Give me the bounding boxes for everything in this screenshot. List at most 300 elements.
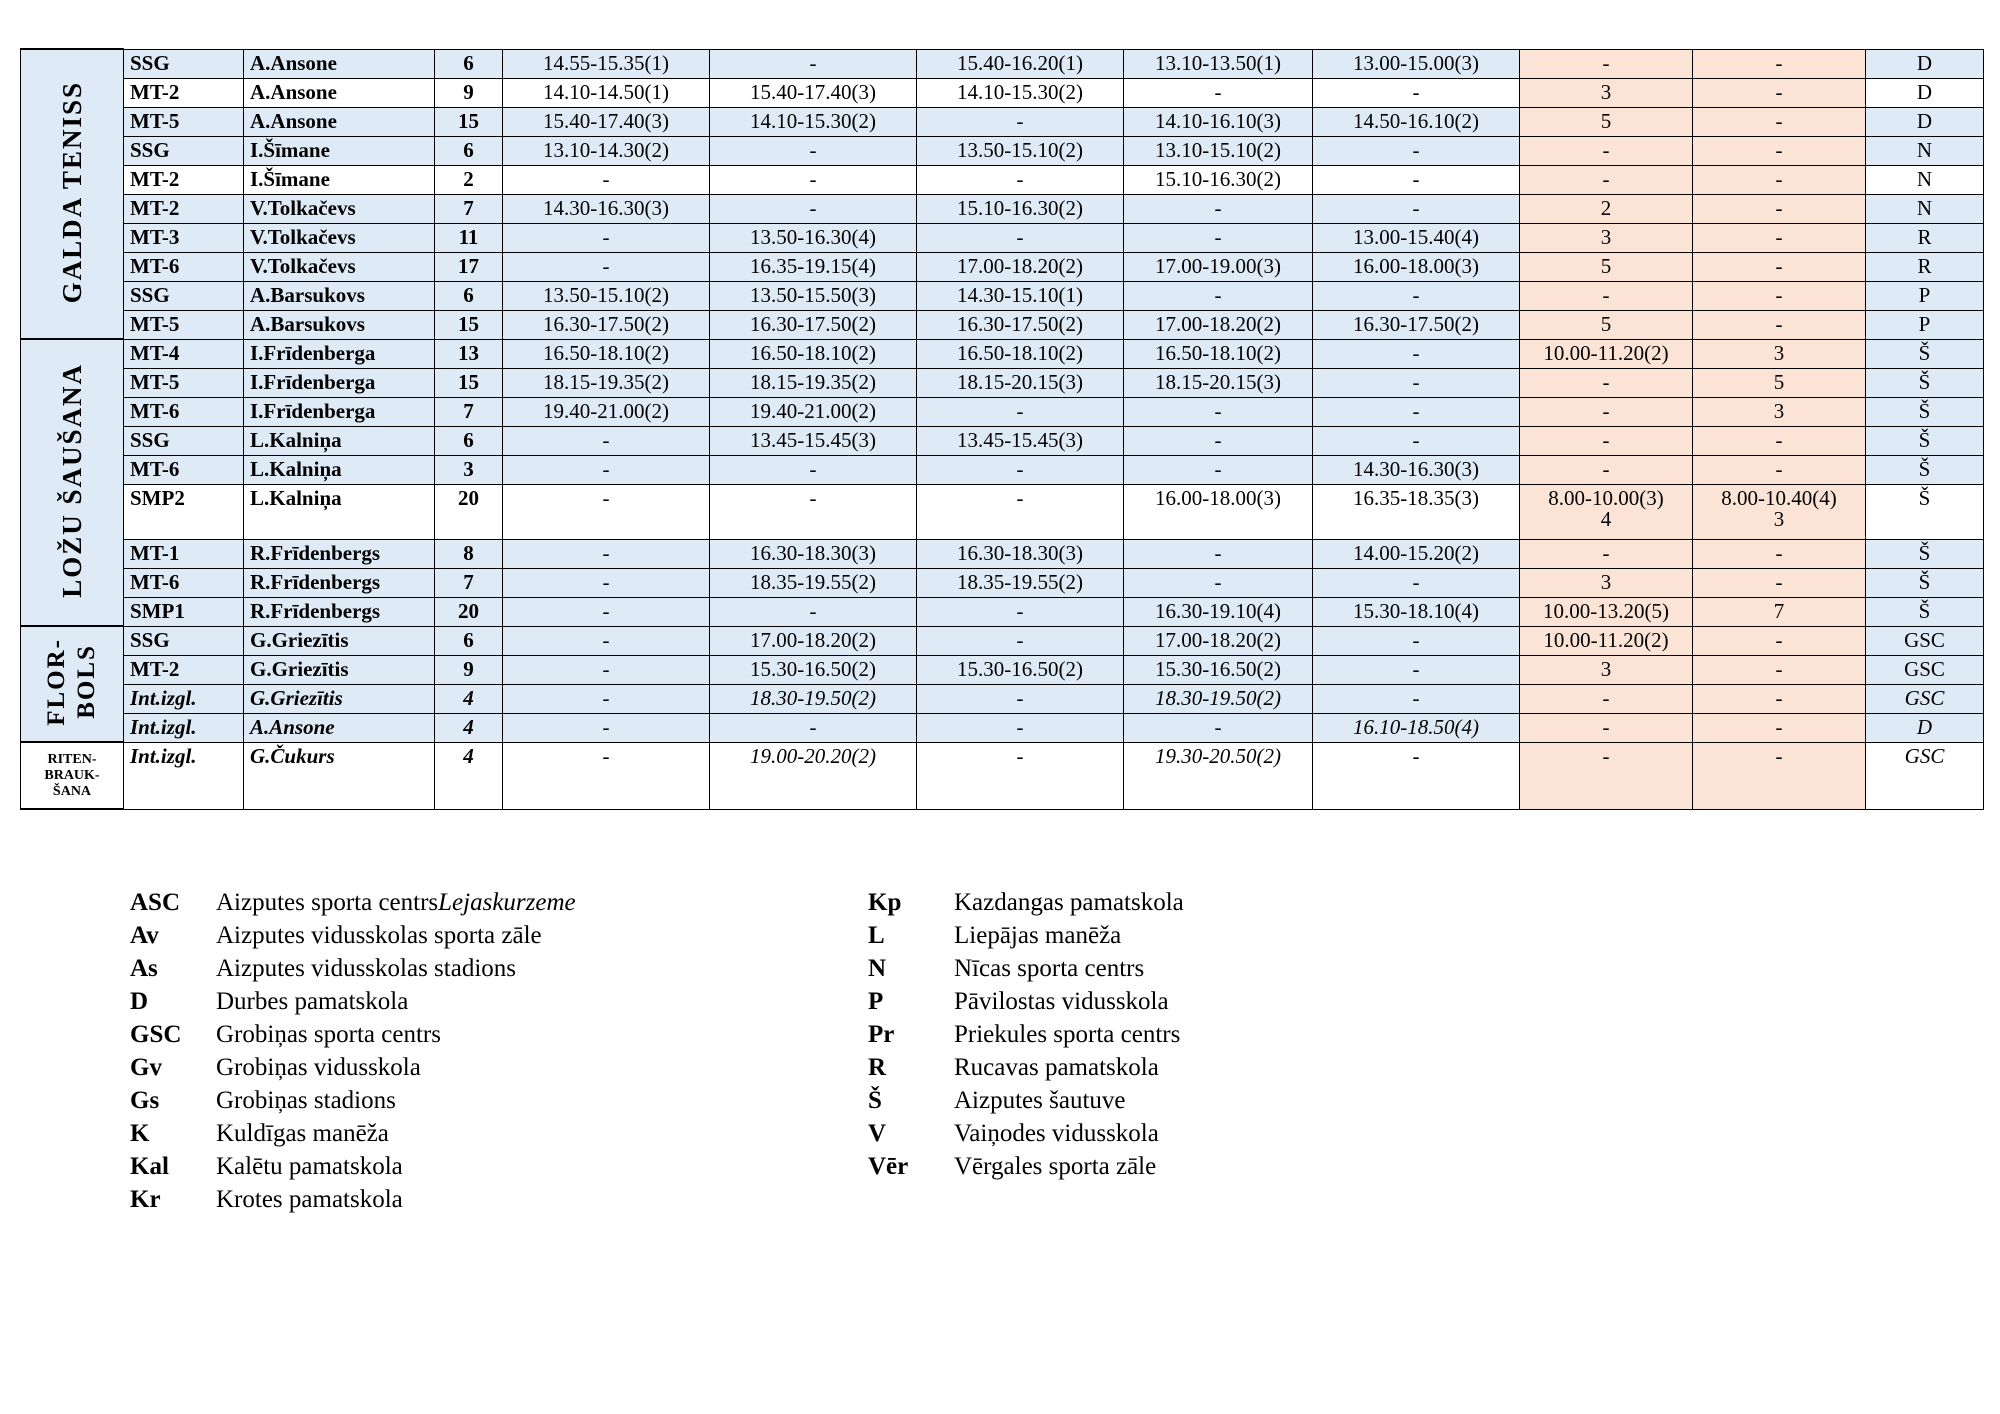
day-cell-tue [710, 684, 917, 713]
day-cell-thu-text: - [1214, 398, 1222, 423]
day-cell-fri [1313, 368, 1520, 397]
coach-cell-text: A.Ansone [250, 79, 337, 104]
day-cell-sun-text: - [1775, 195, 1783, 220]
group-cell [124, 107, 244, 136]
day-cell-fri-text: - [1412, 656, 1420, 681]
count-cell-text: 7 [463, 398, 474, 423]
location-cell [1866, 310, 1984, 339]
day-cell-sat-text: 8.00-10.00(3) [1548, 485, 1664, 510]
day-cell-sun-text: - [1775, 282, 1783, 307]
legend-item [130, 952, 576, 985]
count-cell-text: 20 [458, 485, 479, 510]
location-cell-text: Š [1918, 540, 1931, 565]
day-cell-wed [917, 655, 1124, 684]
day-cell-sun-text: - [1775, 108, 1783, 133]
day-cell-mon-text: - [602, 224, 610, 249]
day-cell-tue-text: 18.30-19.50(2) [750, 685, 876, 710]
count-cell-text: 6 [463, 427, 474, 452]
group-cell-text: SSG [130, 282, 170, 307]
day-cell-sat [1520, 339, 1693, 368]
day-cell-thu [1124, 49, 1313, 78]
location-cell [1866, 136, 1984, 165]
day-cell-wed-text: - [1016, 598, 1024, 623]
day-cell-tue [710, 484, 917, 539]
day-cell-thu [1124, 684, 1313, 713]
day-cell-tue [710, 655, 917, 684]
group-cell-text: SMP1 [130, 598, 185, 623]
day-cell-mon-text: - [602, 166, 610, 191]
day-cell-mon [503, 597, 710, 626]
day-cell-mon [503, 165, 710, 194]
day-cell-tue [710, 339, 917, 368]
day-cell-thu-text: 16.50-18.10(2) [1155, 340, 1281, 365]
group-cell-text: Int.izgl. [130, 743, 197, 768]
day-cell-sun [1693, 194, 1866, 223]
count-cell [435, 252, 503, 281]
day-cell-wed [917, 539, 1124, 568]
day-cell-sun-text: - [1775, 253, 1783, 278]
coach-cell [244, 49, 435, 78]
day-cell-mon-text: 14.10-14.50(1) [543, 79, 669, 104]
day-cell-mon-text: - [602, 743, 610, 768]
count-cell [435, 165, 503, 194]
location-cell-text: Š [1918, 456, 1931, 481]
day-cell-wed [917, 426, 1124, 455]
day-cell-fri [1313, 165, 1520, 194]
location-cell [1866, 455, 1984, 484]
day-cell-sun-text: - [1775, 656, 1783, 681]
group-cell-text: MT-2 [130, 79, 180, 104]
day-cell-fri [1313, 597, 1520, 626]
legend-item [868, 1018, 1184, 1051]
day-cell-sun-text: 3 [1773, 340, 1785, 365]
location-cell [1866, 252, 1984, 281]
count-cell [435, 78, 503, 107]
day-cell-sun [1693, 426, 1866, 455]
day-cell-sat [1520, 484, 1693, 539]
day-cell-sat-text: - [1602, 540, 1610, 565]
day-cell-sun [1693, 136, 1866, 165]
day-cell-sat [1520, 742, 1693, 809]
coach-cell-text: V.Tolkačevs [250, 195, 356, 220]
coach-cell [244, 78, 435, 107]
day-cell-fri [1313, 339, 1520, 368]
day-cell-sat-text: 10.00-13.20(5) [1543, 598, 1669, 623]
count-cell-text: 6 [463, 50, 474, 75]
day-cell-tue [710, 252, 917, 281]
day-cell-mon [503, 136, 710, 165]
day-cell-sat-text: - [1602, 685, 1610, 710]
count-cell [435, 49, 503, 78]
day-cell-thu [1124, 194, 1313, 223]
day-cell-fri [1313, 655, 1520, 684]
group-cell-text: MT-2 [130, 195, 180, 220]
day-cell-thu [1124, 310, 1313, 339]
day-cell-mon-text: 19.40-21.00(2) [543, 398, 669, 423]
coach-cell [244, 107, 435, 136]
day-cell-sat [1520, 49, 1693, 78]
day-cell-thu [1124, 597, 1313, 626]
location-cell [1866, 78, 1984, 107]
location-cell-text: D [1916, 50, 1933, 75]
section-title-text: GALDA TENISS [56, 80, 87, 304]
coach-cell-text: G.Griezītis [250, 627, 349, 652]
legend-item [130, 886, 576, 919]
day-cell-mon [503, 742, 710, 809]
group-cell [124, 684, 244, 713]
day-cell-fri-text: - [1412, 282, 1420, 307]
day-cell-sat-text: 3 [1600, 569, 1612, 594]
day-cell-thu [1124, 742, 1313, 809]
day-cell-tue-text: - [809, 137, 817, 162]
day-cell-wed [917, 455, 1124, 484]
day-cell-thu-text: 13.10-15.10(2) [1155, 137, 1281, 162]
legend-text: Aizputes vidusskolas sporta zāle [216, 922, 542, 949]
coach-cell-text: G.Griezītis [250, 685, 343, 710]
day-cell-sat-text: 2 [1600, 195, 1612, 220]
day-cell-tue-text: - [809, 195, 817, 220]
day-cell-fri-text: - [1412, 627, 1420, 652]
day-cell-fri-text: - [1412, 79, 1420, 104]
table-row [21, 484, 1984, 539]
day-cell-wed [917, 136, 1124, 165]
table-row [21, 368, 1984, 397]
section-title [21, 742, 124, 809]
day-cell-tue-text: - [809, 485, 817, 510]
location-cell-text: GSC [1904, 743, 1945, 768]
count-cell-text: 4 [463, 714, 474, 739]
group-cell [124, 568, 244, 597]
day-cell-sun [1693, 626, 1866, 655]
day-cell-wed-text: - [1016, 714, 1024, 739]
legend-code: Gs [130, 1087, 160, 1114]
day-cell-sun [1693, 455, 1866, 484]
count-cell-text: 9 [463, 656, 474, 681]
day-cell-thu-text: 13.10-13.50(1) [1155, 50, 1281, 75]
day-cell-fri-text: 14.00-15.20(2) [1353, 540, 1479, 565]
day-cell-thu [1124, 107, 1313, 136]
day-cell-wed-text: - [1016, 224, 1024, 249]
day-cell-mon-text: 13.10-14.30(2) [543, 137, 669, 162]
day-cell-tue [710, 194, 917, 223]
day-cell-mon [503, 223, 710, 252]
day-cell-mon [503, 484, 710, 539]
day-cell-thu-text: - [1214, 540, 1222, 565]
day-cell-tue [710, 136, 917, 165]
legend-item [130, 1183, 576, 1216]
day-cell-sun [1693, 281, 1866, 310]
legend-code: Kal [130, 1153, 169, 1180]
day-cell-sun [1693, 568, 1866, 597]
legend-text: Priekules sporta centrs [954, 1021, 1181, 1048]
day-cell-fri-text: - [1412, 369, 1420, 394]
day-cell-fri-text: 16.30-17.50(2) [1353, 311, 1479, 336]
location-cell [1866, 539, 1984, 568]
day-cell-mon [503, 455, 710, 484]
count-cell-text: 6 [463, 282, 474, 307]
count-cell [435, 626, 503, 655]
location-cell [1866, 339, 1984, 368]
day-cell-thu-text: 18.15-20.15(3) [1155, 369, 1281, 394]
day-cell-sun-text: 3 [1773, 398, 1785, 423]
coach-cell-text: G.Griezītis [250, 656, 349, 681]
location-cell [1866, 107, 1984, 136]
day-cell-wed [917, 368, 1124, 397]
day-cell-tue-text: - [809, 714, 817, 739]
table-row [21, 136, 1984, 165]
location-cell [1866, 49, 1984, 78]
group-cell-text: MT-5 [130, 311, 180, 336]
day-cell-tue-text: - [809, 50, 817, 75]
day-cell-subvalue: 3 [1773, 506, 1785, 531]
coach-cell-text: I.Frīdenberga [250, 398, 376, 423]
day-cell-sun [1693, 742, 1866, 809]
group-cell [124, 223, 244, 252]
day-cell-thu [1124, 397, 1313, 426]
day-cell-sun-text: - [1775, 685, 1783, 710]
day-cell-wed-text: - [1016, 685, 1024, 710]
location-cell-text: D [1916, 79, 1933, 104]
day-cell-mon [503, 655, 710, 684]
table-row [21, 78, 1984, 107]
day-cell-sat-text: - [1602, 743, 1610, 768]
day-cell-sat [1520, 107, 1693, 136]
location-cell-text: P [1918, 282, 1931, 307]
day-cell-sun [1693, 223, 1866, 252]
count-cell-text: 15 [458, 369, 479, 394]
day-cell-tue-text: 16.50-18.10(2) [750, 340, 876, 365]
table-row [21, 194, 1984, 223]
day-cell-sun [1693, 684, 1866, 713]
day-cell-wed [917, 78, 1124, 107]
day-cell-sun-text: - [1775, 714, 1783, 739]
day-cell-tue-text: 18.35-19.55(2) [750, 569, 876, 594]
day-cell-tue [710, 165, 917, 194]
coach-cell-text: R.Frīdenbergs [250, 598, 381, 623]
day-cell-thu-text: 17.00-18.20(2) [1155, 311, 1281, 336]
group-cell [124, 310, 244, 339]
day-cell-mon [503, 539, 710, 568]
day-cell-thu [1124, 368, 1313, 397]
day-cell-wed [917, 281, 1124, 310]
legend-text: Pāvilostas vidusskola [954, 988, 1169, 1015]
day-cell-thu [1124, 455, 1313, 484]
legend-item [130, 919, 576, 952]
day-cell-mon-text: 15.40-17.40(3) [543, 108, 669, 133]
location-cell [1866, 368, 1984, 397]
location-cell-text: GSC [1904, 627, 1945, 652]
group-cell [124, 426, 244, 455]
section-title-text: FLOR- BOLS [43, 638, 100, 726]
day-cell-fri-text: - [1412, 569, 1420, 594]
day-cell-sun-text: - [1775, 743, 1783, 768]
day-cell-fri [1313, 713, 1520, 742]
group-cell [124, 281, 244, 310]
day-cell-mon-text: 16.50-18.10(2) [543, 340, 669, 365]
legend-text: Nīcas sporta centrs [954, 955, 1145, 982]
location-cell-text: R [1917, 253, 1932, 278]
day-cell-tue-text: - [809, 166, 817, 191]
legend-text: Krotes pamatskola [216, 1186, 403, 1213]
day-cell-sun-text: 7 [1773, 598, 1785, 623]
coach-cell [244, 568, 435, 597]
day-cell-mon-text: - [602, 485, 610, 510]
count-cell [435, 107, 503, 136]
day-cell-fri [1313, 49, 1520, 78]
legend-item [130, 1018, 576, 1051]
day-cell-tue-text: 16.35-19.15(4) [750, 253, 876, 278]
legend-item [868, 1084, 1184, 1117]
group-cell [124, 713, 244, 742]
coach-cell [244, 484, 435, 539]
day-cell-sun [1693, 165, 1866, 194]
day-cell-fri [1313, 484, 1520, 539]
group-cell-text: MT-5 [130, 369, 180, 394]
legend-item [130, 1051, 576, 1084]
count-cell-text: 6 [463, 137, 474, 162]
count-cell-text: 4 [463, 743, 474, 768]
day-cell-sat [1520, 684, 1693, 713]
day-cell-thu [1124, 223, 1313, 252]
day-cell-thu-text: - [1214, 79, 1222, 104]
day-cell-sat [1520, 78, 1693, 107]
day-cell-sun-text: - [1775, 627, 1783, 652]
legend-item [868, 1117, 1184, 1150]
group-cell-text: MT-5 [130, 108, 180, 133]
coach-cell [244, 626, 435, 655]
count-cell-text: 2 [463, 166, 474, 191]
day-cell-mon [503, 310, 710, 339]
legend-item [868, 1051, 1184, 1084]
day-cell-sat-text: - [1602, 427, 1610, 452]
day-cell-thu [1124, 281, 1313, 310]
day-cell-tue-text: 18.15-19.35(2) [750, 369, 876, 394]
legend-text: Aizputes sporta centrs [216, 889, 439, 916]
location-cell [1866, 597, 1984, 626]
day-cell-wed-text: 18.15-20.15(3) [957, 369, 1083, 394]
count-cell [435, 136, 503, 165]
day-cell-tue [710, 223, 917, 252]
coach-cell [244, 426, 435, 455]
location-cell [1866, 713, 1984, 742]
day-cell-sat-text: - [1602, 137, 1610, 162]
day-cell-wed-text: 14.30-15.10(1) [957, 282, 1083, 307]
day-cell-fri [1313, 539, 1520, 568]
day-cell-mon [503, 426, 710, 455]
day-cell-mon-text: - [602, 253, 610, 278]
day-cell-thu-text: 16.30-19.10(4) [1155, 598, 1281, 623]
coach-cell-text: V.Tolkačevs [250, 253, 356, 278]
coach-cell [244, 165, 435, 194]
group-cell-text: SSG [130, 137, 170, 162]
day-cell-tue [710, 368, 917, 397]
day-cell-fri [1313, 684, 1520, 713]
coach-cell [244, 194, 435, 223]
day-cell-thu-text: 17.00-18.20(2) [1155, 627, 1281, 652]
coach-cell-text: L.Kalniņa [250, 456, 342, 481]
section-title-text: RITEN- BRAUK- ŠANA [44, 751, 100, 799]
day-cell-sat [1520, 426, 1693, 455]
day-cell-wed-text: 13.45-15.45(3) [957, 427, 1083, 452]
day-cell-tue-text: 19.40-21.00(2) [750, 398, 876, 423]
location-cell [1866, 194, 1984, 223]
day-cell-wed-text: - [1016, 166, 1024, 191]
group-cell [124, 484, 244, 539]
coach-cell-text: A.Ansone [250, 714, 335, 739]
day-cell-sun [1693, 78, 1866, 107]
legend-text: Rucavas pamatskola [954, 1054, 1159, 1081]
day-cell-sun-text: - [1775, 166, 1783, 191]
location-cell-text: D [1916, 714, 1933, 739]
legend-code: GSC [130, 1021, 182, 1048]
day-cell-tue [710, 455, 917, 484]
day-cell-thu-text: 15.10-16.30(2) [1155, 166, 1281, 191]
group-cell-text: MT-6 [130, 398, 180, 423]
section-title-text: LOŽU ŠAUŠANA [56, 363, 87, 598]
table-row [21, 684, 1984, 713]
location-cell [1866, 655, 1984, 684]
day-cell-tue-text: 13.50-16.30(4) [750, 224, 876, 249]
count-cell [435, 310, 503, 339]
day-cell-fri-text: - [1412, 427, 1420, 452]
table-row [21, 397, 1984, 426]
count-cell [435, 597, 503, 626]
day-cell-sat-text: - [1602, 166, 1610, 191]
day-cell-fri-text: 14.50-16.10(2) [1353, 108, 1479, 133]
day-cell-tue-text: 13.45-15.45(3) [750, 427, 876, 452]
day-cell-fri-text: - [1412, 137, 1420, 162]
group-cell [124, 455, 244, 484]
day-cell-fri-text: - [1412, 166, 1420, 191]
day-cell-sat [1520, 539, 1693, 568]
legend-item [130, 985, 576, 1018]
legend-item [868, 985, 1184, 1018]
day-cell-fri [1313, 568, 1520, 597]
day-cell-thu [1124, 568, 1313, 597]
day-cell-tue [710, 78, 917, 107]
coach-cell [244, 455, 435, 484]
day-cell-sun-text: - [1775, 427, 1783, 452]
group-cell-text: MT-6 [130, 253, 180, 278]
coach-cell [244, 368, 435, 397]
location-cell [1866, 568, 1984, 597]
legend-text: Kalētu pamatskola [216, 1153, 403, 1180]
day-cell-fri [1313, 107, 1520, 136]
day-cell-thu-text: - [1214, 195, 1222, 220]
table-row [21, 713, 1984, 742]
day-cell-wed [917, 252, 1124, 281]
day-cell-mon-text: 16.30-17.50(2) [543, 311, 669, 336]
day-cell-thu-text: - [1214, 714, 1222, 739]
day-cell-fri [1313, 426, 1520, 455]
legend-right [868, 886, 1184, 1183]
day-cell-sat [1520, 655, 1693, 684]
day-cell-mon [503, 713, 710, 742]
day-cell-sat [1520, 281, 1693, 310]
count-cell [435, 539, 503, 568]
legend-text: Durbes pamatskola [216, 988, 409, 1015]
day-cell-mon [503, 397, 710, 426]
day-cell-sat-text: 5 [1600, 253, 1612, 278]
day-cell-thu [1124, 78, 1313, 107]
coach-cell-text: I.Frīdenberga [250, 369, 376, 394]
group-cell-text: SSG [130, 50, 170, 75]
day-cell-wed [917, 194, 1124, 223]
day-cell-mon-text: 14.30-16.30(3) [543, 195, 669, 220]
legend-code: R [868, 1054, 887, 1081]
legend-text: Kazdangas pamatskola [954, 889, 1184, 916]
legend-text: Grobiņas stadions [216, 1087, 396, 1114]
